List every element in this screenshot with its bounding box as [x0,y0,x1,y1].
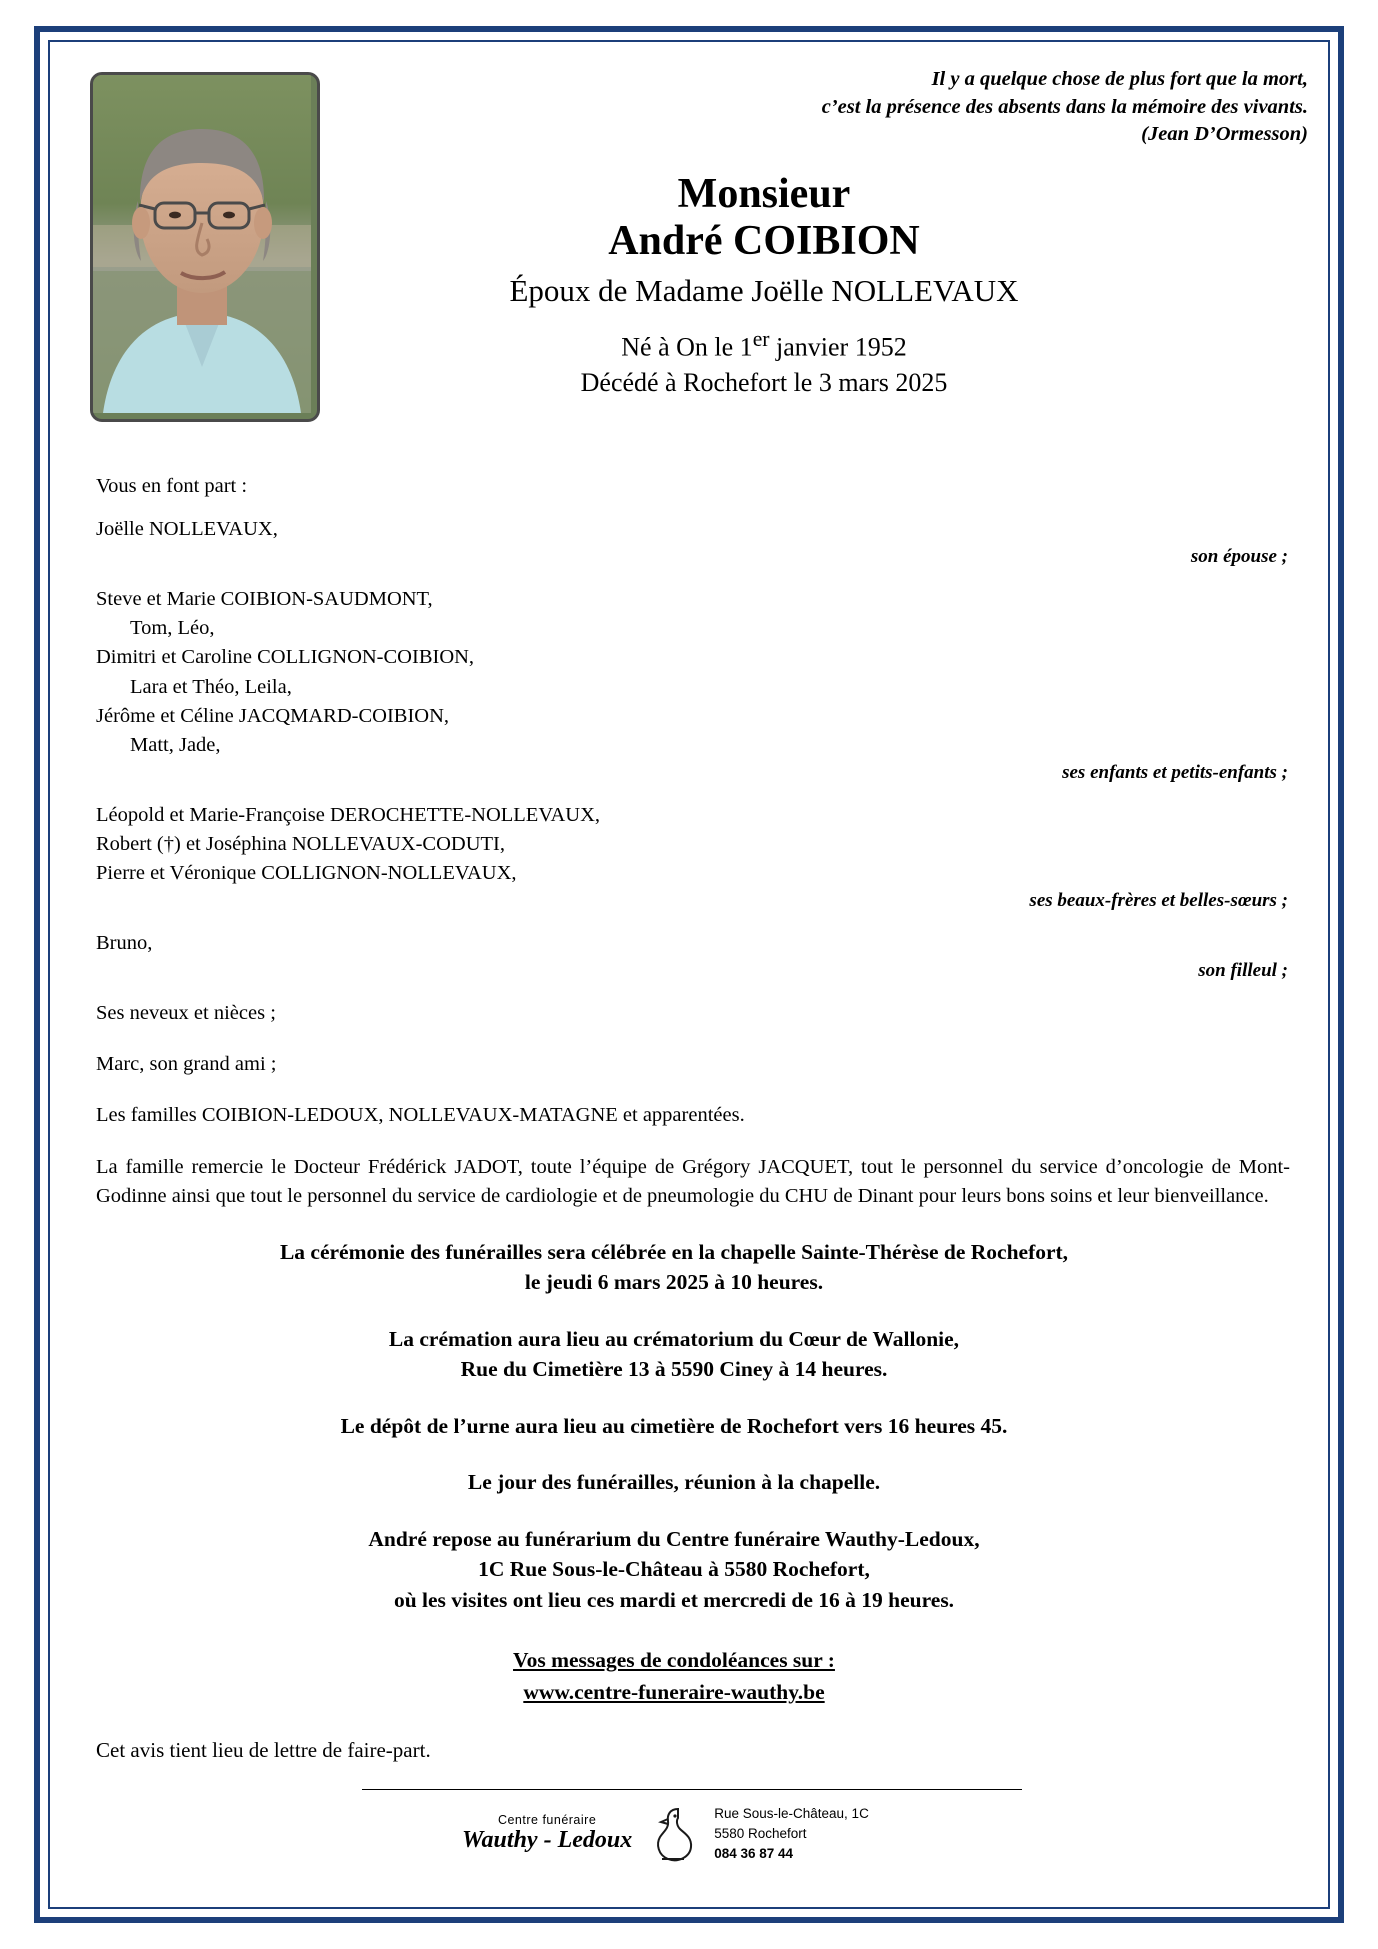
deceased-spouse: Époux de Madame Joëlle NOLLEVAUX [509,273,1019,309]
nephews-nieces: Ses neveux et nièces ; [96,1002,276,1025]
family-group-inlaws [96,801,1300,915]
notice-header [62,54,1316,458]
deceased-title: Monsieur [677,171,851,218]
thanks-paragraph: La famille remercie le Docteur Frédérick JADOT, toute l’équipe de Grégory JACQUET, tout le personnel du service d’oncologie de Mont-Godinne ainsi que tout le personnel du service de cardiologie et de pneumologie du CHU de Dinant pour leurs bons soins et leur bienveillance. [96,1155,1290,1207]
deceased-birth [212,325,1316,365]
epigraph-line-2: c’est la présence des absents dans la mémoire des vivants. [821,95,1308,118]
funeral-line-1: La cérémonie des funérailles sera célébrée en la chapelle Sainte-Thérèse de Rochefort, [279,1239,1069,1264]
deceased-death: Décédé à Rochefort le 3 mars 2025 [580,368,948,398]
repose-line-1: André repose au funérarium du Centre funéraire Wauthy-Ledoux, [368,1526,980,1551]
family-role: ses beaux-frères et belles-sœurs ; [1029,890,1288,912]
company-logo [462,1814,632,1854]
condolences-website[interactable]: www.centre-funeraire-wauthy.be [523,1679,825,1704]
urn-line: Le dépôt de l’urne aura lieu au cimetière de Rochefort vers 16 heures 45. [340,1413,1008,1438]
family-member: Pierre et Véronique COLLIGNON-NOLLEVAUX, [96,862,517,885]
urn-info [62,1411,1286,1442]
family-role: ses enfants et petits-enfants ; [1062,761,1288,783]
repose-line-2: 1C Rue Sous-le-Château à 5580 Rochefort, [478,1557,870,1582]
reunion-line: Le jour des funérailles, réunion à la chapelle. [467,1470,881,1495]
family-member: Matt, Jade, [130,733,221,756]
birth-suffix: janvier 1952 [769,333,907,363]
ceremony-block [62,1237,1316,1616]
family-member: Léopold et Marie-Françoise DEROCHETTE-NOLLEVAUX, [96,803,601,826]
birth-prefix: Né à On le 1 [621,333,753,363]
epigraph-line-1: Il y a quelque chose de plus fort que la mort, [931,68,1308,90]
company-address [714,1804,869,1863]
address-line-2: 5580 Rochefort [714,1825,807,1841]
company-name: Wauthy - Ledoux [462,1827,633,1854]
family-member: Tom, Léo, [130,617,215,640]
family-role: son épouse ; [1190,546,1288,568]
footer-divider [362,1789,1022,1790]
close-friend: Marc, son grand ami ; [96,1053,277,1076]
portrait-photo [90,72,320,422]
family-member: Joëlle NOLLEVAUX, [96,518,278,541]
family-member: Lara et Théo, Leila, [130,675,292,698]
families-line: Les familles COIBION-LEDOUX, NOLLEVAUX-MATAGNE et apparentées. [96,1104,745,1127]
address-line-1: Rue Sous-le-Château, 1C [714,1806,869,1822]
cremation-line-1: La crémation aura lieu au crématorium du Cœur de Wallonie, [388,1326,960,1351]
family-member: Steve et Marie COIBION-SAUDMONT, [96,588,433,611]
epigraph-author: (Jean D’Ormesson) [1141,123,1308,146]
family-member: Jérôme et Céline JACQMARD-COIBION, [96,704,450,727]
repose-info [62,1524,1286,1616]
announcement-intro: Vous en font part : [96,475,248,497]
deceased-name: André COIBION [608,218,920,265]
swan-icon [650,1803,696,1865]
closing-note: Cet avis tient lieu de lettre de faire-part. [96,1737,431,1762]
notice-content [62,54,1316,1895]
cremation-info [62,1324,1286,1385]
reunion-info [62,1467,1286,1498]
company-tagline: Centre funéraire [497,1812,597,1827]
footer-block [62,1789,1316,1899]
condolences-label: Vos messages de condoléances sur : [513,1648,835,1673]
funeral-info [62,1237,1286,1298]
funeral-line-2: le jeudi 6 mars 2025 à 10 heures. [524,1270,824,1295]
birth-ordinal: er [752,327,770,352]
family-member: Dimitri et Caroline COLLIGNON-COIBION, [96,646,475,669]
family-member: Bruno, [96,932,153,955]
footer-inner [462,1803,869,1865]
repose-line-3: où les visites ont lieu ces mardi et mercredi de 16 à 19 heures. [393,1587,955,1612]
family-group-children [96,585,1300,787]
family-group-godson [96,929,1300,985]
announcement-block [62,472,1316,1211]
cremation-line-2: Rue du Cimetière 13 à 5590 Ciney à 14 heures. [460,1357,888,1382]
company-phone: 084 36 87 44 [714,1845,794,1861]
condolences-block [62,1645,1316,1707]
family-role: son filleul ; [1198,960,1288,982]
family-group-spouse [96,515,1300,571]
family-member: Robert (†) et Joséphina NOLLEVAUX-CODUTI, [96,832,505,855]
